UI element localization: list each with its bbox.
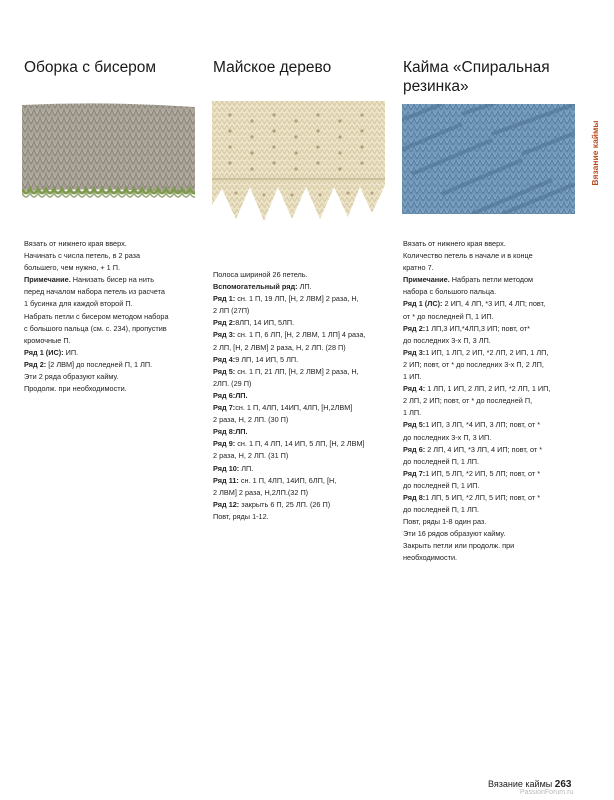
- instruction-line: [403, 298, 550, 310]
- instruction-text: с большого пальца (см. с. 234), пропустив: [24, 323, 167, 333]
- instruction-text: сн. 1 П, 6 ЛП, [Н, 2 ЛВМ, 1 ЛП] 4 раза,: [235, 330, 366, 340]
- instruction-line: [403, 250, 550, 262]
- pattern-title-spiral-rib: [403, 58, 550, 96]
- instruction-text: 1 ЛП,3 ИП,*4ЛП,3 ИП; повт, от*: [425, 323, 530, 333]
- instruction-text: 1 бусинка для каждой второй П.: [24, 299, 133, 309]
- instruction-text: Повт, ряды 1-12.: [213, 511, 269, 521]
- swatch-photo-maypole: [212, 101, 385, 231]
- instruction-line: [24, 383, 169, 395]
- instruction-line: [403, 286, 550, 298]
- instruction-line: [403, 383, 550, 395]
- instruction-line: [213, 281, 365, 293]
- instruction-line: [403, 504, 550, 516]
- instructions-beaded-ruffle: [24, 238, 169, 395]
- instruction-label: Ряд 2:: [213, 318, 236, 328]
- instruction-label: Ряд 12:: [213, 499, 240, 509]
- instruction-line: [403, 444, 550, 456]
- instruction-text: до последних 3-х П, 3 ЛП.: [403, 335, 491, 345]
- instruction-text: сн. 1 П, 19 ЛП, [Н, 2 ЛВМ] 2 раза, Н,: [235, 294, 359, 304]
- instruction-line: [213, 438, 365, 450]
- instruction-text: набора с большого пальца.: [403, 287, 497, 297]
- pattern-title-line: Кайма «Спиральная: [403, 59, 550, 76]
- watermark: PassionForum.ru: [520, 789, 574, 796]
- instruction-text: 2 ЛП (27П): [213, 306, 250, 316]
- instruction-label: Ряд 6:: [213, 390, 236, 400]
- instruction-text: Эти 16 рядов образуют кайму.: [403, 529, 506, 539]
- pattern-title-beaded-ruffle: Оборка с бисером: [24, 59, 157, 76]
- instruction-line: [403, 335, 550, 347]
- instruction-line: [403, 407, 550, 419]
- instruction-line: [403, 468, 550, 480]
- instruction-text: 2 ЛП, 2 ИП; повт, от * до последней П,: [403, 396, 533, 406]
- instruction-line: [24, 286, 169, 298]
- instruction-line: [403, 262, 550, 274]
- instruction-line: [213, 390, 365, 402]
- instruction-text: до последней П, 1 ЛП.: [403, 505, 480, 515]
- instruction-line: [403, 371, 550, 383]
- instruction-line: [24, 359, 169, 371]
- instruction-line: [213, 305, 365, 317]
- instruction-line: [24, 274, 169, 286]
- instruction-text: сн. 1 П, 4ЛП, 14ИП, 6ЛП, [Н,: [238, 475, 337, 485]
- instruction-line: [403, 238, 550, 250]
- instruction-line: [403, 516, 550, 528]
- instruction-text: [2 ЛВМ] до последней П, 1 ЛП.: [46, 359, 153, 369]
- instruction-line: [403, 456, 550, 468]
- instruction-line: [213, 511, 365, 523]
- instruction-label: Ряд 1:: [213, 294, 236, 304]
- instruction-line: [403, 323, 550, 335]
- instruction-text: до последней П, 1 ИП.: [403, 480, 480, 490]
- instruction-line: [213, 366, 365, 378]
- instruction-line: [403, 492, 550, 504]
- instruction-text: 1 ИП, 5 ЛП, *2 ИП, 5 ЛП; повт, от *: [425, 468, 541, 478]
- instruction-label: Примечание.: [403, 275, 450, 285]
- instruction-text: 1 ЛП, 1 ИП, 2 ЛП, 2 ИП, *2 ЛП, 1 ИП,: [425, 384, 551, 394]
- instruction-line: [213, 402, 365, 414]
- instruction-line: [403, 395, 550, 407]
- instruction-label: ЛП.: [235, 390, 248, 400]
- instruction-line: [403, 274, 550, 286]
- instruction-line: [213, 354, 365, 366]
- instruction-line: [403, 540, 550, 552]
- instruction-text: 1 ИП, 3 ЛП, *4 ИП, 3 ЛП; повт, от *: [425, 420, 541, 430]
- instruction-text: сн. 1 П, 21 ЛП, [Н, 2 ЛВМ] 2 раза, Н,: [235, 366, 359, 376]
- instruction-line: [24, 238, 169, 250]
- instruction-text: 9 ЛП, 14 ИП, 5 ЛП.: [235, 354, 299, 364]
- instruction-text: закрыть 6 П, 25 ЛП. (26 П): [239, 499, 331, 509]
- swatch-photo-beaded-ruffle: [22, 101, 195, 206]
- instruction-text: Вязать от нижнего края вверх.: [403, 239, 506, 248]
- instruction-label: Ряд 1 (ИС):: [24, 347, 64, 357]
- instruction-text: 2 раза, Н, 2 ЛП. (30 П): [213, 415, 289, 425]
- instruction-line: [403, 480, 550, 492]
- instruction-line: [213, 293, 365, 305]
- instruction-line: [213, 269, 365, 281]
- instruction-line: [24, 335, 169, 347]
- instruction-text: Набрать петли методом: [449, 275, 534, 285]
- swatch-photo-spiral-rib: [402, 104, 575, 214]
- instruction-text: кратно 7.: [403, 263, 434, 273]
- instruction-text: 2 ИП; повт, от * до последних 3-х П, 2 ЛП,: [403, 359, 544, 369]
- instruction-line: [403, 311, 550, 323]
- instruction-line: [213, 450, 365, 462]
- instruction-label: Ряд 4:: [213, 354, 236, 364]
- instruction-text: необходимости.: [403, 553, 458, 563]
- pattern-title-line: резинка»: [403, 78, 469, 95]
- instruction-line: [24, 371, 169, 383]
- instruction-label: Ряд 5:: [403, 420, 426, 430]
- instruction-text: ЛП.: [297, 282, 312, 292]
- instruction-text: сн. 1 П, 4 ЛП, 14 ИП, 5 ЛП, [Н, 2 ЛВМ]: [235, 439, 365, 449]
- instruction-text: 1 ИП.: [403, 372, 422, 382]
- instruction-label: Ряд 7:: [403, 468, 426, 478]
- instruction-label: Вспомогательный ряд:: [213, 282, 298, 292]
- instruction-label: Ряд 3:: [213, 330, 236, 340]
- instruction-line: [403, 432, 550, 444]
- pattern-title-maypole: Майское дерево: [213, 59, 332, 76]
- instruction-text: 2 ЛП, 4 ИП, *3 ЛП, 4 ИП; повт, от *: [425, 444, 543, 454]
- instruction-text: ИП.: [63, 347, 79, 357]
- instruction-text: 2 ЛП, [Н, 2 ЛВМ] 2 раза, Н, 2 ЛП. (28 П): [213, 342, 346, 352]
- instruction-line: [24, 311, 169, 323]
- instruction-text: 8ЛП, 14 ИП, 5ЛП.: [235, 318, 295, 328]
- instruction-line: [403, 347, 550, 359]
- instruction-line: [213, 329, 365, 341]
- instruction-text: 2 ИП, 4 ЛП, *3 ИП, 4 ЛП; повт,: [442, 299, 546, 309]
- instruction-label: Ряд 2:: [24, 359, 47, 369]
- instruction-line: [213, 342, 365, 354]
- instruction-text: кромочные П.: [24, 335, 71, 345]
- instruction-label: Ряд 9:: [213, 439, 236, 449]
- instruction-line: [403, 528, 550, 540]
- instruction-line: [213, 426, 365, 438]
- instruction-line: [24, 298, 169, 310]
- instruction-text: ЛП.: [239, 463, 254, 473]
- instruction-label: Ряд 11:: [213, 475, 239, 485]
- instruction-label: Примечание.: [24, 275, 71, 285]
- instruction-text: Начинать с числа петель, в 2 раза: [24, 251, 141, 261]
- instruction-text: 2 раза, Н, 2 ЛП. (31 П): [213, 451, 289, 461]
- instruction-text: Нанизать бисер на нить: [70, 275, 155, 285]
- instruction-text: Продолж. при необходимости.: [24, 384, 127, 394]
- instruction-line: [213, 414, 365, 426]
- instruction-text: 1 ИП, 1 ЛП, 2 ИП, *2 ЛП, 2 ИП, 1 ЛП,: [425, 347, 549, 357]
- instruction-label: Ряд 10:: [213, 463, 240, 473]
- instruction-label: Ряд 6:: [403, 444, 426, 454]
- instruction-label: Ряд 7:: [213, 403, 236, 413]
- instruction-text: Вязать от нижнего края вверх.: [24, 239, 127, 248]
- instruction-line: [403, 419, 550, 431]
- instruction-label: ЛП.: [235, 427, 248, 437]
- instruction-line: [213, 378, 365, 390]
- sidebar-label: Вязание каймы: [590, 120, 600, 186]
- instruction-text: Количество петель в начале и в конце: [403, 251, 533, 261]
- instruction-label: Ряд 2:: [403, 323, 426, 333]
- instruction-text: перед началом набора петель из расчета: [24, 287, 165, 297]
- instructions-maypole: [213, 269, 365, 523]
- instruction-text: от * до последней П, 1 ИП.: [403, 311, 494, 321]
- instruction-text: 2ЛП. (29 П): [213, 378, 252, 388]
- instruction-text: до последней П, 1 ЛП.: [403, 456, 480, 466]
- instruction-line: [213, 499, 365, 511]
- instruction-line: [213, 463, 365, 475]
- instruction-line: [403, 359, 550, 371]
- instruction-text: 1 ЛП, 5 ИП, *2 ЛП, 5 ИП; повт, от *: [425, 492, 541, 502]
- page-number: 263: [554, 779, 572, 790]
- instruction-text: Повт, ряды 1-8 один раз.: [403, 517, 487, 527]
- instruction-line: [24, 250, 169, 262]
- instruction-label: Ряд 1 (ЛС):: [403, 299, 443, 309]
- instruction-label: Ряд 3:: [403, 347, 426, 357]
- footer-section: Вязание каймы: [488, 779, 553, 789]
- instruction-line: [24, 347, 169, 359]
- instruction-line: [24, 323, 169, 335]
- instruction-text: 1 ЛП.: [403, 408, 422, 418]
- instruction-label: Ряд 4:: [403, 384, 426, 394]
- instruction-label: Ряд 8:: [403, 492, 426, 502]
- instruction-text: до последних 3-х П, 3 ИП.: [403, 432, 492, 442]
- section-sidebar: [587, 100, 601, 210]
- instruction-label: Ряд 5:: [213, 366, 236, 376]
- instruction-text: большего, чем нужно, + 1 П.: [24, 263, 120, 273]
- instruction-text: 2 ЛВМ] 2 раза, Н,2ЛП.(32 П): [213, 487, 309, 497]
- instructions-spiral-rib: [403, 238, 550, 565]
- instruction-text: Полоса шириной 26 петель.: [213, 270, 308, 279]
- instruction-line: [213, 475, 365, 487]
- instruction-line: [403, 552, 550, 564]
- instruction-text: Набрать петли с бисером методом набора: [24, 311, 169, 321]
- instruction-text: Эти 2 ряда образуют кайму.: [24, 372, 119, 382]
- instruction-line: [213, 487, 365, 499]
- instruction-text: Закрыть петли или продолж. при: [403, 541, 515, 551]
- instruction-text: сн. 1 П, 4ЛП, 14ИП, 4ЛП, [Н,2ЛВМ]: [235, 403, 353, 413]
- instruction-line: [24, 262, 169, 274]
- instruction-line: [213, 317, 365, 329]
- instruction-label: Ряд 8:: [213, 427, 236, 437]
